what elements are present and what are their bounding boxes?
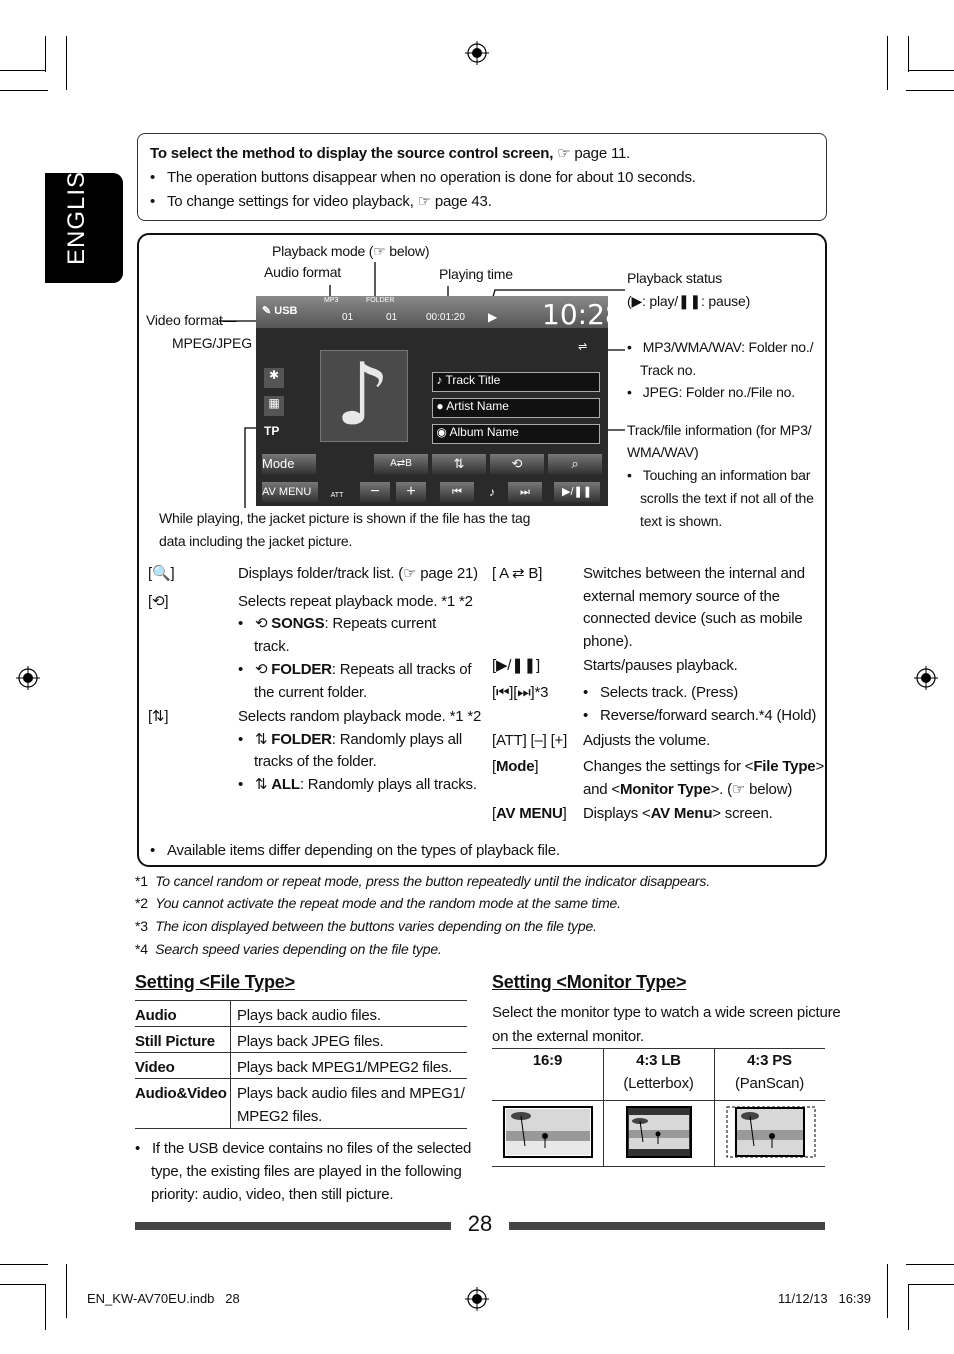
- monitor-col-name: 16:9: [532, 1052, 563, 1069]
- key-volume: [ATT] [–] [+]: [492, 732, 568, 749]
- file-type-desc: Plays back audio files.: [237, 1007, 381, 1024]
- monitor-type-heading: Setting <Monitor Type>: [492, 972, 687, 992]
- page-bar-right: [509, 1222, 825, 1230]
- callout-folder-info-cont: Track no.: [640, 362, 697, 378]
- monitor-type-intro-cont: on the external monitor.: [492, 1028, 644, 1045]
- search-button[interactable]: ⌕: [548, 454, 602, 474]
- tp-indicator: TP: [264, 424, 280, 438]
- callout-playback-mode: Playback mode (☞ below): [272, 243, 430, 259]
- key-play: [▶/❚❚]: [492, 657, 540, 674]
- text: and <: [583, 781, 620, 798]
- desc-search: Displays folder/track list. (☞ page 21): [238, 565, 478, 582]
- footnote: [135, 918, 597, 934]
- table-divider: [230, 1000, 231, 1128]
- crop-mark: [887, 1264, 888, 1318]
- monitor-col-name: 4:3 PS: [747, 1052, 792, 1069]
- desc-ab-2: external memory source of the: [583, 588, 780, 605]
- file-type-note-end: priority: audio, video, then still picture.: [151, 1186, 394, 1203]
- key-av-menu: [AV MENU]: [492, 805, 567, 822]
- crop-mark: [908, 1284, 909, 1330]
- album-name: Album Name: [449, 425, 519, 439]
- registration-mark-icon: [914, 666, 938, 690]
- repeat-button[interactable]: ⟲: [490, 454, 544, 474]
- callout-video-format: Video format—: [146, 312, 237, 328]
- option-desc: : Repeats all tracks of: [331, 661, 472, 678]
- volume-up-button[interactable]: +: [396, 482, 426, 502]
- info-bullet-text: The operation buttons disappear when no operation is done for about 10 seconds.: [166, 169, 696, 186]
- callout-text: JPEG: Folder no./File no.: [642, 384, 795, 400]
- volume-down-button[interactable]: −: [360, 482, 390, 502]
- text-bold: File Type: [753, 758, 816, 775]
- track-number: 01: [386, 312, 398, 323]
- av-menu-button[interactable]: AV MENU: [262, 482, 318, 502]
- crop-mark: [66, 1264, 67, 1318]
- option-name: FOLDER: [271, 731, 332, 748]
- monitor-16-9-icon: [503, 1106, 593, 1158]
- usb-label: USB: [274, 305, 298, 317]
- table-rule: [135, 1000, 467, 1001]
- format-mp3: MP3: [324, 297, 339, 304]
- footnote: [135, 941, 442, 957]
- callout-playback-status: Playback status: [627, 270, 723, 286]
- info-bullet-text: To change settings for video playback, ☞ page 43.: [166, 193, 492, 210]
- ab-button[interactable]: A⇄B: [374, 454, 428, 474]
- folder-number: 01: [342, 312, 354, 323]
- footnote: [135, 873, 710, 889]
- monitor-col-name: 4:3 LB: [636, 1052, 681, 1069]
- info-heading-ref: ☞ page 11.: [557, 145, 631, 162]
- repeat-songs-cont: track.: [254, 638, 290, 655]
- table-rule: [135, 1128, 467, 1129]
- option-desc: : Repeats current: [324, 615, 437, 632]
- random-all: • ⇅ ALL: Randomly plays all tracks.: [238, 776, 477, 793]
- repeat-songs: • ⟲ SONGS: Repeats current: [238, 615, 437, 632]
- desc-ab-1: Switches between the internal and: [583, 565, 805, 582]
- file-type-heading: Setting <File Type>: [135, 972, 295, 992]
- crop-mark: [45, 1284, 46, 1330]
- key-search: [🔍]: [148, 565, 175, 582]
- desc-repeat: Selects repeat playback mode. *1 *2: [238, 593, 473, 610]
- repeat-folder-cont: the current folder.: [254, 684, 367, 701]
- footnote-text: You cannot activate the repeat mode and the random mode at the same time.: [155, 895, 621, 911]
- monitor-letterbox-icon: [626, 1106, 692, 1158]
- desc-av-menu: [583, 802, 773, 825]
- footer-file: EN_KW-AV70EU.indb 28: [87, 1291, 240, 1306]
- crop-mark: [906, 1264, 954, 1265]
- file-type-desc: Plays back MPEG1/MPEG2 files.: [237, 1059, 453, 1076]
- desc-random: Selects random playback mode. *1 *2: [238, 708, 482, 725]
- callout-track-info-note-cont: scrolls the text if not all of the: [640, 490, 814, 506]
- footnote-text: The icon displayed between the buttons varies depending on the file type.: [155, 918, 597, 934]
- desc-play: Starts/pauses playback.: [583, 657, 738, 674]
- callout-jacket-cont: data including the jacket picture.: [159, 533, 353, 549]
- callout-folder-info-jpeg: • JPEG: Folder no./File no.: [627, 384, 795, 400]
- option-name: ALL: [271, 776, 300, 793]
- monitor-col-sub: (Letterbox): [623, 1075, 694, 1092]
- device-screen: [256, 296, 623, 506]
- info-heading: To select the method to display the source control screen,: [150, 145, 554, 162]
- text: Changes the settings for <: [583, 758, 754, 775]
- callout-playback-status-detail: (▶: play/❚❚: pause): [627, 293, 751, 309]
- mode-button[interactable]: Mode: [262, 454, 316, 474]
- footnote-mark: *3: [135, 918, 148, 934]
- mode-key-text: Mode: [495, 758, 535, 775]
- jacket-picture: [320, 345, 408, 445]
- crop-mark: [908, 1284, 954, 1285]
- track-title: Track Title: [445, 373, 501, 387]
- avmenu-key-text: AV MENU: [495, 805, 563, 822]
- footnote-mark: *2: [135, 895, 148, 911]
- crop-mark: [0, 1264, 48, 1265]
- artist-name: Artist Name: [446, 399, 509, 413]
- note-icon: ♪: [433, 373, 446, 387]
- skip-text: Selects track. (Press): [599, 684, 739, 701]
- file-type-name: Still Picture: [135, 1033, 215, 1050]
- file-type-name: Video: [135, 1059, 175, 1076]
- next-track-button[interactable]: ⏭: [508, 482, 542, 502]
- usb-icon: ✎ USB: [262, 305, 298, 317]
- callout-track-info: Track/file information (for MP3/: [627, 422, 812, 438]
- desc-skip-2: • Reverse/forward search.*4 (Hold): [583, 707, 817, 724]
- previous-track-button[interactable]: ⏮: [440, 482, 474, 502]
- footnote-mark: *1: [135, 873, 148, 889]
- callout-folder-info: • MP3/WMA/WAV: Folder no./: [627, 339, 814, 355]
- table-rule: [135, 1052, 467, 1053]
- box-note-text: Available items differ depending on the types of playback file.: [166, 842, 560, 859]
- footer-date: 11/12/13 16:39: [778, 1291, 872, 1306]
- option-name: FOLDER: [271, 661, 332, 678]
- callout-text: MP3/WMA/WAV: Folder no./: [642, 339, 814, 355]
- option-desc: : Randomly plays all: [331, 731, 462, 748]
- option-desc: : Randomly plays all tracks.: [299, 776, 477, 793]
- footnote-mark: *4: [135, 941, 148, 957]
- file-type-name: Audio&Video: [135, 1085, 227, 1102]
- file-type-name: Audio: [135, 1007, 177, 1024]
- callout-audio-format: Audio format: [264, 264, 341, 280]
- format-folder: FOLDER: [366, 297, 395, 304]
- text: > screen.: [712, 805, 773, 822]
- table-rule: [135, 1026, 467, 1027]
- callout-text: Touching an information bar: [642, 467, 811, 483]
- file-type-note: • If the USB device contains no files of the selected: [135, 1140, 472, 1157]
- play-status-icon: ▶: [488, 310, 498, 324]
- box-note: • Available items differ depending on the types of playback file.: [150, 842, 560, 859]
- clock: 10:28: [542, 298, 623, 331]
- desc-volume: Adjusts the volume.: [583, 732, 711, 749]
- footnote: [135, 895, 621, 911]
- random-button[interactable]: ⇅: [432, 454, 486, 474]
- callout-track-info-note: • Touching an information bar: [627, 467, 811, 483]
- registration-mark-icon: [16, 666, 40, 690]
- monitor-panscan-icon: [726, 1106, 816, 1158]
- random-folder: • ⇅ FOLDER: Randomly plays all: [238, 731, 462, 748]
- text-bold: Monitor Type: [619, 781, 711, 798]
- table-rule: [492, 1166, 825, 1167]
- info-bullet: • The operation buttons disappear when no operation is done for about 10 seconds.: [150, 169, 696, 186]
- repeat-folder: • ⟲ FOLDER: Repeats all tracks of: [238, 661, 472, 678]
- callout-track-info-cont: WMA/WAV): [627, 444, 699, 460]
- desc-mode-1: [583, 755, 824, 778]
- page-number: 28: [467, 1211, 493, 1236]
- monitor-col-sub: (PanScan): [734, 1075, 805, 1092]
- table-rule: [135, 1078, 467, 1079]
- callout-playing-time: Playing time: [439, 266, 513, 282]
- att-button[interactable]: ATT: [330, 492, 344, 499]
- key-repeat: [⟲]: [148, 593, 169, 610]
- file-type-desc: Plays back audio files and MPEG1/: [237, 1085, 465, 1102]
- file-type-desc: Plays back JPEG files.: [237, 1033, 384, 1050]
- callout-video-format-types: MPEG/JPEG: [172, 335, 252, 351]
- bluetooth-icon[interactable]: ✱: [264, 368, 284, 388]
- language-label: ENGLISH: [63, 152, 90, 265]
- registration-mark-icon: [465, 1287, 489, 1311]
- key-random: [⇅]: [148, 708, 169, 725]
- person-icon: ●: [433, 399, 447, 413]
- callout-track-info-note-end: text is shown.: [640, 513, 723, 529]
- text: >. (☞ below): [710, 781, 793, 798]
- text: >: [815, 758, 824, 775]
- file-type-desc-cont: MPEG2 files.: [237, 1108, 323, 1125]
- music-icon: ♪: [489, 485, 495, 499]
- desc-ab-4: phone).: [583, 633, 633, 650]
- info-bullet: • To change settings for video playback, ☞ page 43.: [150, 193, 492, 210]
- random-folder-cont: tracks of the folder.: [254, 753, 377, 770]
- track-title-bar[interactable]: [432, 372, 600, 392]
- callout-jacket: While playing, the jacket picture is shown if the file has the tag: [159, 510, 531, 526]
- monitor-type-intro: Select the monitor type to watch a wide screen picture: [492, 1004, 841, 1021]
- option-name: SONGS: [271, 615, 325, 632]
- page-bar-left: [135, 1222, 451, 1230]
- key-skip: [⏮][⏭]*3: [492, 684, 549, 701]
- equalizer-icon[interactable]: ▦: [264, 396, 284, 416]
- file-type-note-cont: type, the existing files are played in the following: [151, 1163, 462, 1180]
- footnote-text: Search speed varies depending on the file type.: [155, 941, 442, 957]
- skip-text: Reverse/forward search.*4 (Hold): [599, 707, 817, 724]
- desc-ab-3: connected device (such as mobile: [583, 610, 803, 627]
- key-mode: [Mode]: [492, 758, 539, 775]
- album-name-bar[interactable]: [432, 424, 600, 444]
- key-ab: [ A ⇄ B]: [492, 565, 543, 582]
- desc-skip-1: • Selects track. (Press): [583, 684, 739, 701]
- crop-mark: [0, 1284, 46, 1285]
- text: Displays <: [583, 805, 651, 822]
- footnote-text: To cancel random or repeat mode, press the button repeatedly until the indicator disappears.: [155, 873, 710, 889]
- sort-icon[interactable]: ⇌: [578, 341, 588, 353]
- disc-icon: ◉: [433, 425, 450, 439]
- playing-time: 00:01:20: [426, 312, 465, 323]
- music-note-icon: ♪: [335, 345, 390, 445]
- play-pause-button[interactable]: ▶/❚❚: [554, 482, 600, 502]
- table-rule: [492, 1100, 825, 1101]
- desc-mode-2: [583, 778, 792, 801]
- text-bold: AV Menu: [650, 805, 713, 822]
- artist-name-bar[interactable]: [432, 398, 600, 418]
- note-text: If the USB device contains no files of the selected: [151, 1140, 472, 1157]
